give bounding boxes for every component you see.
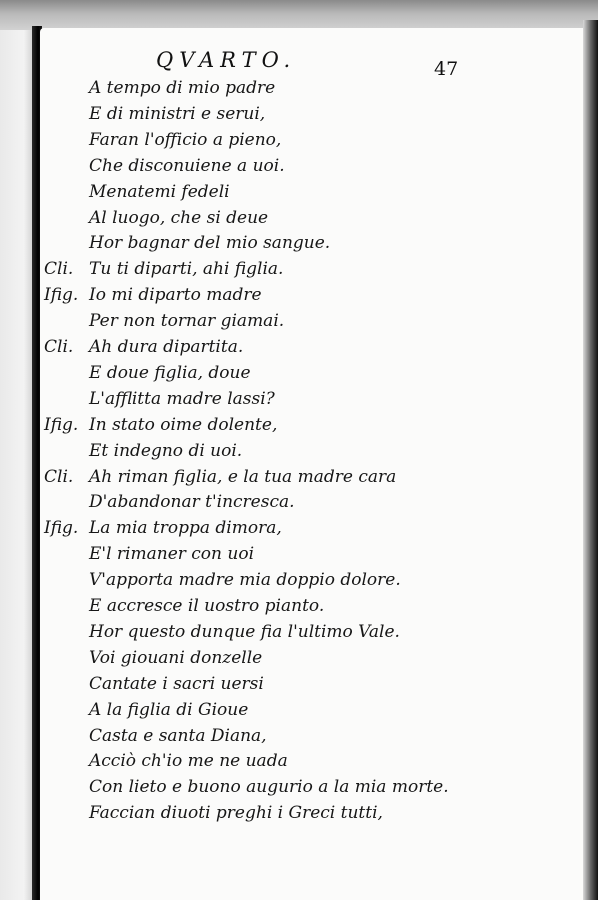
verse-text: In stato oime dolente, (89, 414, 278, 435)
verse-line (0, 127, 598, 153)
verse-line (0, 438, 598, 464)
verse-line (0, 567, 598, 593)
verse-text: A la figlia di Gioue (89, 699, 249, 720)
verse-line (0, 386, 598, 412)
speaker-label: Cli. (44, 259, 74, 280)
verse-line (0, 748, 598, 774)
verse-text: Con lieto e buono augurio a la mia morte. (89, 777, 449, 798)
verse-text: E di ministri e serui, (89, 103, 266, 124)
verse-line (0, 101, 598, 127)
speaker-label: Cli. (44, 337, 74, 357)
page-number: 47 (434, 58, 459, 80)
verse-text: E'l rimaner con uoi (89, 544, 255, 565)
verse-line (0, 723, 598, 749)
verse-line (0, 489, 598, 515)
verse-line (0, 360, 598, 386)
verse-line (0, 619, 598, 645)
verse-line (0, 800, 598, 826)
verse-text: E doue figlia, doue (89, 362, 251, 383)
speaker-label: Ifig. (44, 518, 79, 539)
verse-line (0, 205, 598, 231)
verse-text: Faran l'officio a pieno, (89, 129, 282, 150)
verse-text: Ah dura dipartita. (89, 337, 244, 357)
verse-text: Tu ti diparti, ahi figlia. (89, 259, 284, 280)
verse-text: La mia troppa dimora, (89, 518, 282, 539)
verse-line (0, 645, 598, 671)
verse-line (0, 334, 598, 360)
verse-line (0, 179, 598, 205)
verse-line (0, 412, 598, 438)
verse-text: E accresce il uostro pianto. (89, 596, 325, 616)
verse-text: D'abandonar t'incresca. (89, 492, 295, 513)
verse-text: Voi giouani donzelle (89, 647, 263, 668)
verse-line (0, 774, 598, 800)
verse-text: Acciò ch'io me ne uada (89, 751, 288, 772)
verse-text: Hor bagnar del mio sangue. (89, 233, 331, 254)
verse-text: V'apporta madre mia doppio dolore. (89, 570, 401, 591)
running-head: QVARTO. (156, 48, 297, 72)
verse-line (0, 515, 598, 541)
speaker-label: Ifig. (44, 285, 79, 306)
verse-text: Et indegno di uoi. (89, 440, 243, 461)
verse-text: Casta e santa Diana, (89, 725, 267, 746)
verse-text: Per non tornar giamai. (89, 311, 285, 332)
verse-line (0, 153, 598, 179)
verse-text: Faccian diuoti preghi i Greci tutti, (89, 803, 383, 824)
verse-line (0, 282, 598, 308)
verse-line (0, 541, 598, 567)
verse-text: A tempo di mio padre (89, 78, 276, 98)
verse-line (0, 593, 598, 619)
verse-text: Cantate i sacri uersi (89, 673, 264, 694)
verse-text: Hor questo dunque fia l'ultimo Vale. (89, 621, 400, 642)
verse-text: Io mi diparto madre (89, 285, 262, 306)
verse-text: Che disconuiene a uoi. (89, 155, 285, 176)
verse-line (0, 230, 598, 256)
verse-text: Menatemi fedeli (89, 181, 230, 202)
verse-text: L'afflitta madre lassi? (89, 388, 275, 409)
verse-line (0, 75, 598, 101)
verse-line (0, 697, 598, 723)
verse-text: Al luogo, che si deue (89, 207, 269, 228)
verse-line (0, 256, 598, 282)
speaker-label: Ifig. (44, 414, 79, 435)
verse-text: Ah riman figlia, e la tua madre cara (89, 466, 397, 487)
verse-line (0, 671, 598, 697)
verse-line (0, 464, 598, 490)
speaker-label: Cli. (44, 466, 74, 487)
verse-line (0, 308, 598, 334)
